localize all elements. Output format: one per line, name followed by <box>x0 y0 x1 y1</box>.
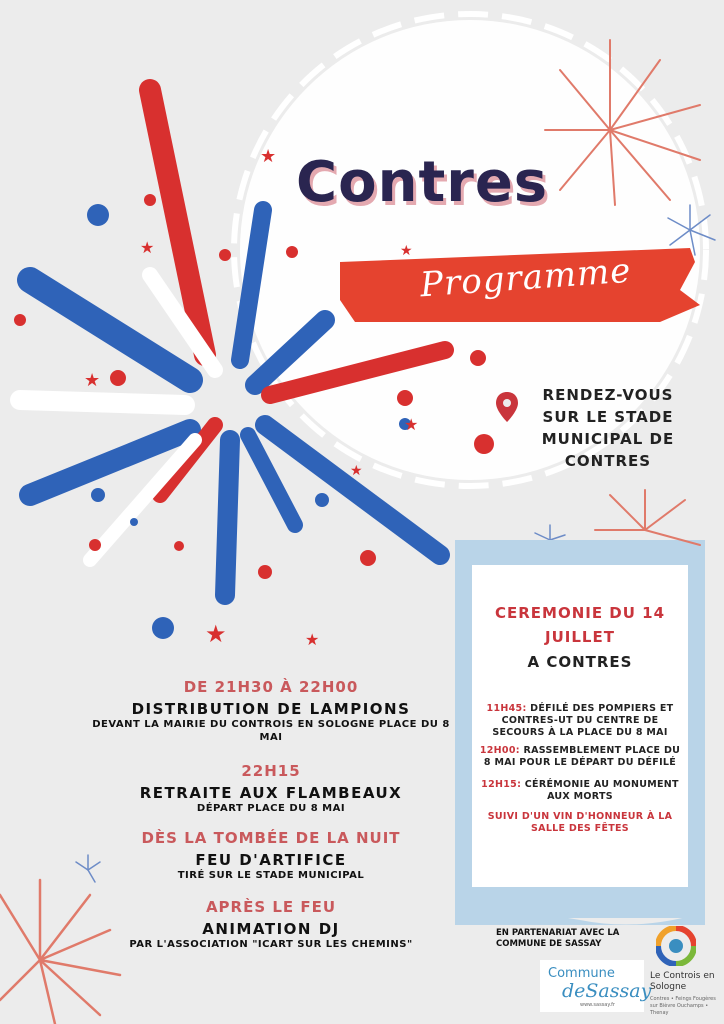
page-subtitle: Programme <box>418 250 633 306</box>
page-title: Contres <box>296 150 549 215</box>
location-text: RENDEZ-VOUS SUR LE STADE MUNICIPAL DE CONTRES <box>541 386 675 470</box>
sassay-logo-line1: Commune <box>548 966 615 981</box>
svg-text:★: ★ <box>400 243 413 259</box>
ceremony-time: 12H15: <box>481 779 522 790</box>
schedule-item <box>90 762 452 815</box>
schedule-item <box>90 678 452 744</box>
svg-text:★: ★ <box>404 415 419 434</box>
partnership-note: EN PARTENARIAT AVEC LA COMMUNE DE SASSAY <box>496 928 620 949</box>
svg-text:★: ★ <box>140 238 155 257</box>
map-pin-icon <box>496 392 518 422</box>
schedule-heading: FEU D'ARTIFICE <box>195 851 347 869</box>
schedule-detail: DEVANT LA MAIRIE DU CONTROIS EN SOLOGNE PLACE DU 8 MAI <box>92 719 450 743</box>
schedule-item <box>90 898 452 951</box>
controis-name: Le Controis en Sologne <box>650 971 715 992</box>
schedule-detail: PAR L'ASSOCIATION "ICART SUR LES CHEMINS" <box>129 939 413 950</box>
schedule-heading: RETRAITE AUX FLAMBEAUX <box>139 784 403 802</box>
ceremony-text: CÉRÉMONIE AU MONUMENT AUX MORTS <box>524 779 679 802</box>
ceremony-card <box>472 565 688 887</box>
controis-logo-icon <box>656 926 696 966</box>
ceremony-item <box>478 745 682 769</box>
ceremony-closing: SUIVI D'UN VIN D'HONNEUR À LA SALLE DES FÊTES <box>487 811 673 834</box>
sassay-logo-line2: deSassay <box>562 980 652 1002</box>
svg-text:★: ★ <box>350 463 363 479</box>
ceremony-subtitle: A CONTRES <box>527 653 633 671</box>
sassay-logo <box>540 960 652 1012</box>
schedule-time: 22H15 <box>241 762 301 780</box>
ceremony-item <box>478 779 682 803</box>
svg-text:★: ★ <box>305 630 320 649</box>
ceremony-item <box>478 703 682 739</box>
svg-text:★: ★ <box>260 146 277 167</box>
ceremony-time: 12H00: <box>479 745 520 756</box>
schedule-heading: DISTRIBUTION DE LAMPIONS <box>131 700 411 718</box>
schedule-time: DÈS LA TOMBÉE DE LA NUIT <box>141 829 401 847</box>
schedule-detail: DÉPART PLACE DU 8 MAI <box>196 803 346 814</box>
sassay-logo-url: www.sassay.fr <box>580 1002 615 1008</box>
controis-communes: Contres • Feings Fougères sur Bièvre Ouchamps • Thenay <box>650 996 716 1016</box>
svg-text:★: ★ <box>205 620 227 648</box>
schedule-item <box>90 829 452 882</box>
ceremony-time: 11H45: <box>486 703 527 714</box>
schedule-time: DE 21H30 À 22H00 <box>183 678 359 696</box>
ceremony-title: CEREMONIE DU 14 JUILLET <box>494 604 666 646</box>
schedule-time: APRÈS LE FEU <box>205 898 337 916</box>
schedule-detail: TIRÉ SUR LE STADE MUNICIPAL <box>177 870 365 881</box>
schedule-heading: ANIMATION DJ <box>202 920 340 938</box>
svg-text:★: ★ <box>84 370 101 391</box>
ceremony-text: DÉFILÉ DES POMPIERS ET CONTRES-UT DU CENTRE DE SECOURS À LA PLACE DU 8 MAI <box>492 703 674 738</box>
ceremony-text: RASSEMBLEMENT PLACE DU 8 MAI POUR LE DÉPART DU DÉFILÉ <box>483 745 681 768</box>
